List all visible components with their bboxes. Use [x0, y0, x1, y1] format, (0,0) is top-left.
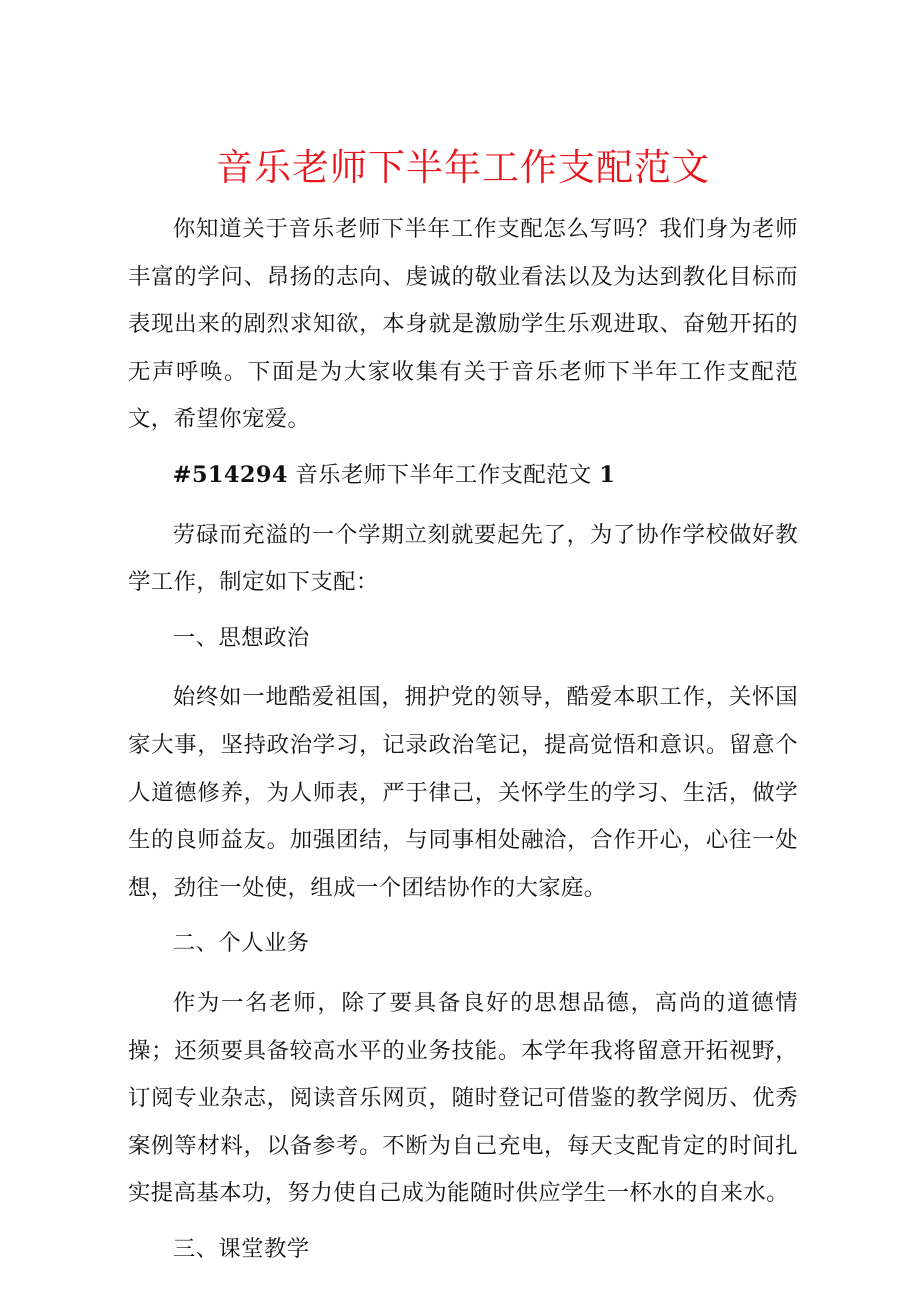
- opening-paragraph: 劳碌而充溢的一个学期立刻就要起先了，为了协作学校做好教学工作，制定如下支配：: [128, 521, 798, 596]
- section-title-prefix: #514294: [172, 461, 288, 488]
- section-heading-politics: 一、思想政治: [172, 624, 310, 651]
- intro-paragraph: 你知道关于音乐老师下半年工作支配怎么写吗？我们身为老师丰富的学问、昂扬的志向、虔诚的敬业看法以及为达到教化目标而表现出来的剧烈求知欲，本身就是激励学生乐观进取、奋勉开拓的无声呼唤。下面是为大家收集有关于音乐老师下半年工作支配范文，希望你宠爱。: [128, 216, 798, 433]
- section-heading-classroom: 三、课堂教学: [172, 1235, 310, 1262]
- document-title: 音乐老师下半年工作支配范文: [216, 146, 710, 189]
- section-title-suffix: 1: [599, 461, 616, 488]
- section-title-text: 音乐老师下半年工作支配范文: [295, 461, 592, 488]
- section-heading-professional: 二、个人业务: [172, 930, 310, 957]
- section-body-professional: 作为一名老师，除了要具备良好的思想品德，高尚的道德情操；还须要具备较高水平的业务技能。本学年我将留意开拓视野，订阅专业杂志，阅读音乐网页，随时登记可借鉴的教学阅历、优秀案例等材料，以备参考。不断为自己充电，每天支配肯定的时间扎实提高基本功，努力使自己成为能随时供应学生一杯水的自来水。: [128, 989, 798, 1207]
- section-title: [128, 452, 798, 500]
- section-body-politics: 始终如一地酷爱祖国，拥护党的领导，酷爱本职工作，关怀国家大事，坚持政治学习，记录政治笔记，提高觉悟和意识。留意个人道德修养，为人师表，严于律己，关怀学生的学习、生活，做学生的良师益友。加强团结，与同事相处融洽，合作开心，心往一处想，劲往一处使，组成一个团结协作的大家庭。: [128, 684, 798, 901]
